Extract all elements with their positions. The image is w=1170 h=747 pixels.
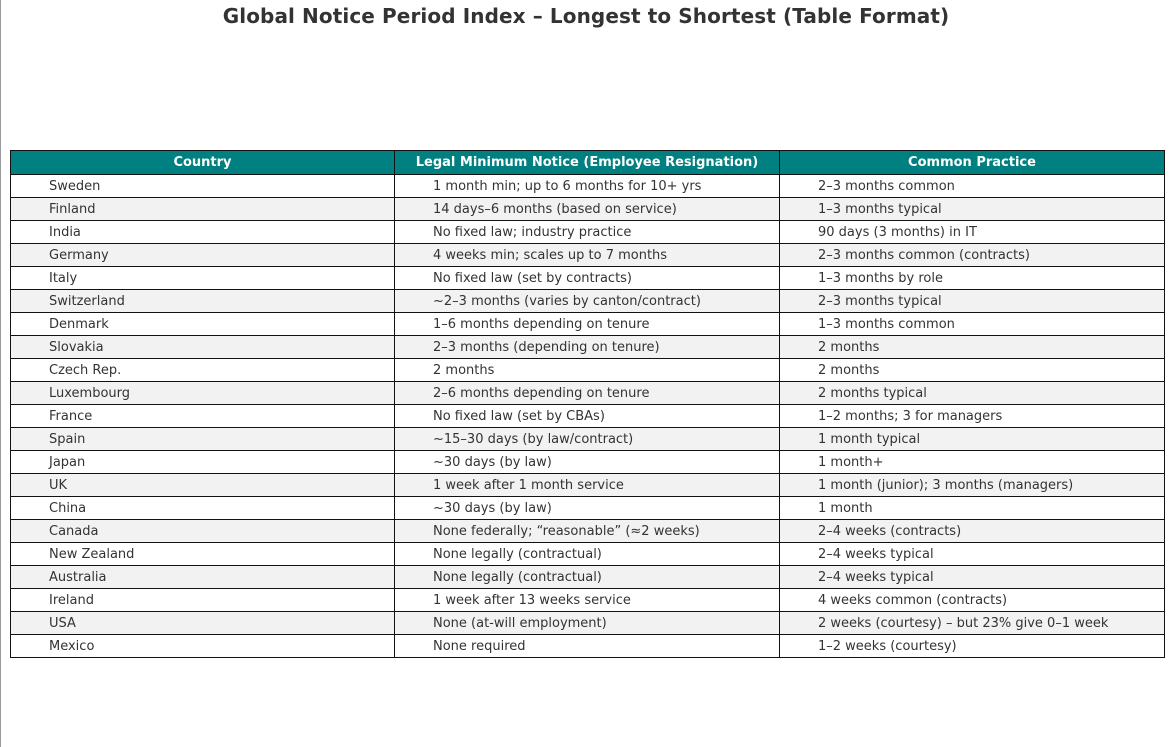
cell-country: India	[11, 221, 395, 244]
table-row	[11, 497, 1165, 520]
table-row	[11, 566, 1165, 589]
cell-common-practice: 4 weeks common (contracts)	[780, 589, 1165, 612]
table-row	[11, 267, 1165, 290]
cell-common-practice: 1 month	[780, 497, 1165, 520]
cell-country: Spain	[11, 428, 395, 451]
table-row	[11, 520, 1165, 543]
cell-legal-minimum: None federally; “reasonable” (≈2 weeks)	[395, 520, 780, 543]
cell-legal-minimum: No fixed law (set by CBAs)	[395, 405, 780, 428]
table-row	[11, 382, 1165, 405]
cell-country: New Zealand	[11, 543, 395, 566]
cell-common-practice: 2 months	[780, 336, 1165, 359]
table-row	[11, 635, 1165, 658]
cell-common-practice: 2–3 months common (contracts)	[780, 244, 1165, 267]
cell-common-practice: 2 months	[780, 359, 1165, 382]
cell-country: Canada	[11, 520, 395, 543]
cell-legal-minimum: 1 month min; up to 6 months for 10+ yrs	[395, 175, 780, 198]
cell-country: China	[11, 497, 395, 520]
cell-common-practice: 2–3 months common	[780, 175, 1165, 198]
cell-common-practice: 1–3 months common	[780, 313, 1165, 336]
table-row	[11, 405, 1165, 428]
cell-country: France	[11, 405, 395, 428]
cell-country: Ireland	[11, 589, 395, 612]
cell-legal-minimum: None legally (contractual)	[395, 566, 780, 589]
cell-common-practice: 1 month (junior); 3 months (managers)	[780, 474, 1165, 497]
cell-legal-minimum: ~15–30 days (by law/contract)	[395, 428, 780, 451]
cell-country: Italy	[11, 267, 395, 290]
table-row	[11, 336, 1165, 359]
cell-common-practice: 2–3 months typical	[780, 290, 1165, 313]
cell-country: Sweden	[11, 175, 395, 198]
table-row	[11, 543, 1165, 566]
cell-country: Australia	[11, 566, 395, 589]
cell-legal-minimum: No fixed law; industry practice	[395, 221, 780, 244]
cell-country: Luxembourg	[11, 382, 395, 405]
cell-country: Finland	[11, 198, 395, 221]
cell-common-practice: 1–2 weeks (courtesy)	[780, 635, 1165, 658]
cell-legal-minimum: 4 weeks min; scales up to 7 months	[395, 244, 780, 267]
table-row	[11, 313, 1165, 336]
cell-legal-minimum: 2–6 months depending on tenure	[395, 382, 780, 405]
table-row	[11, 359, 1165, 382]
cell-common-practice: 2 weeks (courtesy) – but 23% give 0–1 week	[780, 612, 1165, 635]
cell-common-practice: 2–4 weeks typical	[780, 566, 1165, 589]
table-row	[11, 589, 1165, 612]
cell-country: Switzerland	[11, 290, 395, 313]
cell-legal-minimum: 2–3 months (depending on tenure)	[395, 336, 780, 359]
table-row	[11, 290, 1165, 313]
chart-title: Global Notice Period Index – Longest to Shortest (Table Format)	[222, 4, 950, 28]
cell-country: Germany	[11, 244, 395, 267]
cell-country: Denmark	[11, 313, 395, 336]
cell-common-practice: 2–4 weeks (contracts)	[780, 520, 1165, 543]
table-row	[11, 612, 1165, 635]
column-header-legal-minimum: Legal Minimum Notice (Employee Resignation)	[395, 151, 780, 175]
table-row	[11, 474, 1165, 497]
cell-country: Japan	[11, 451, 395, 474]
cell-common-practice: 1–2 months; 3 for managers	[780, 405, 1165, 428]
cell-legal-minimum: ~30 days (by law)	[395, 497, 780, 520]
cell-country: Czech Rep.	[11, 359, 395, 382]
cell-legal-minimum: None required	[395, 635, 780, 658]
cell-legal-minimum: 1–6 months depending on tenure	[395, 313, 780, 336]
table-row	[11, 198, 1165, 221]
cell-common-practice: 1 month+	[780, 451, 1165, 474]
notice-period-table	[10, 150, 1165, 658]
cell-legal-minimum: 1 week after 1 month service	[395, 474, 780, 497]
cell-country: USA	[11, 612, 395, 635]
cell-legal-minimum: 2 months	[395, 359, 780, 382]
table-row	[11, 244, 1165, 267]
table-row	[11, 175, 1165, 198]
table-row	[11, 428, 1165, 451]
cell-legal-minimum: 14 days–6 months (based on service)	[395, 198, 780, 221]
cell-legal-minimum: ~30 days (by law)	[395, 451, 780, 474]
cell-legal-minimum: No fixed law (set by contracts)	[395, 267, 780, 290]
table-header-row	[11, 151, 1165, 175]
table-row	[11, 221, 1165, 244]
cell-common-practice: 1 month typical	[780, 428, 1165, 451]
cell-country: Mexico	[11, 635, 395, 658]
cell-common-practice: 1–3 months typical	[780, 198, 1165, 221]
column-header-country: Country	[11, 151, 395, 175]
cell-country: UK	[11, 474, 395, 497]
cell-common-practice: 1–3 months by role	[780, 267, 1165, 290]
cell-legal-minimum: None (at-will employment)	[395, 612, 780, 635]
cell-legal-minimum: ~2–3 months (varies by canton/contract)	[395, 290, 780, 313]
cell-common-practice: 2–4 weeks typical	[780, 543, 1165, 566]
cell-common-practice: 2 months typical	[780, 382, 1165, 405]
cell-legal-minimum: 1 week after 13 weeks service	[395, 589, 780, 612]
table-row	[11, 451, 1165, 474]
cell-common-practice: 90 days (3 months) in IT	[780, 221, 1165, 244]
column-header-common-practice: Common Practice	[780, 151, 1165, 175]
cell-legal-minimum: None legally (contractual)	[395, 543, 780, 566]
table-body	[11, 175, 1165, 658]
cell-country: Slovakia	[11, 336, 395, 359]
window-frame-edge	[0, 0, 1, 747]
